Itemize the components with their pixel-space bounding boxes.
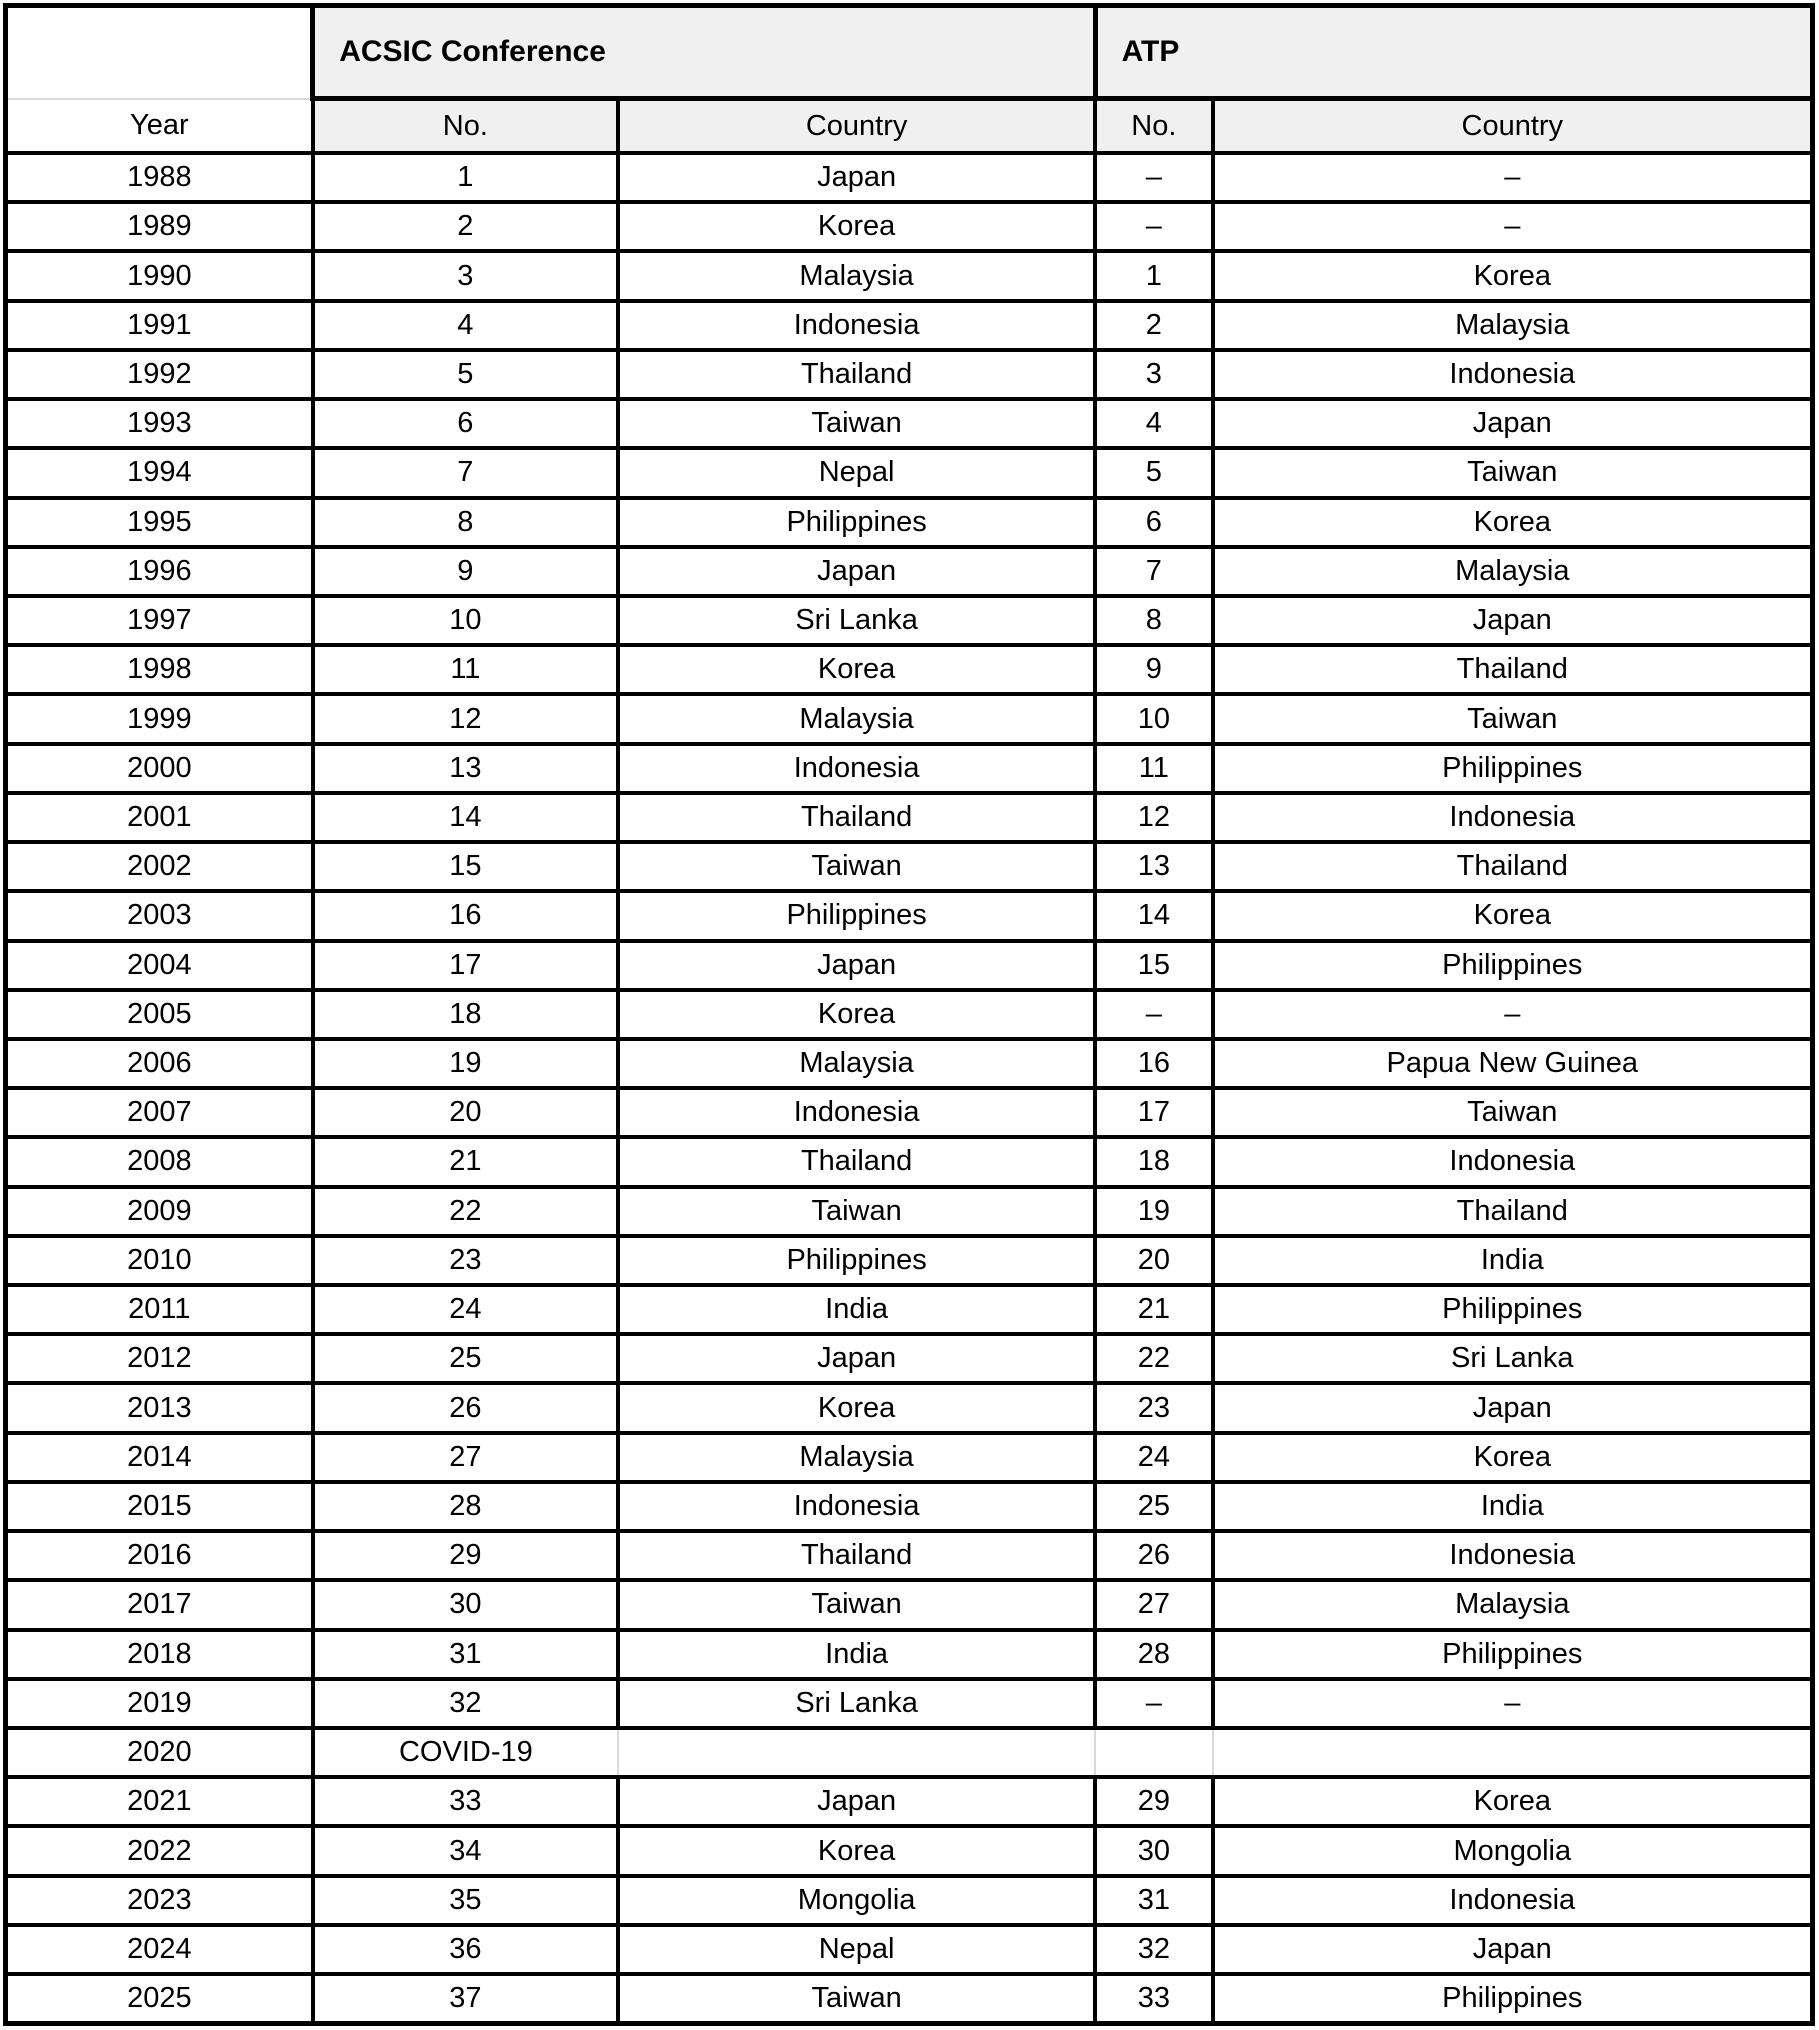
atp-no-cell: 8 <box>1095 596 1212 645</box>
acsic-no-cell: 28 <box>313 1482 618 1531</box>
atp-country-cell: – <box>1213 990 1813 1039</box>
acsic-country-cell: Korea <box>618 990 1095 1039</box>
year-cell: 1989 <box>6 202 313 251</box>
atp-country-cell: Korea <box>1213 251 1813 300</box>
table-row <box>6 1728 1813 1777</box>
table-row <box>6 645 1813 694</box>
acsic-country-cell: Indonesia <box>618 301 1095 350</box>
acsic-country-cell: Sri Lanka <box>618 1679 1095 1728</box>
atp-no-cell: 5 <box>1095 448 1212 497</box>
acsic-country-cell: Japan <box>618 941 1095 990</box>
year-cell: 2018 <box>6 1630 313 1679</box>
acsic-country-cell: Taiwan <box>618 1187 1095 1236</box>
year-cell: 2002 <box>6 842 313 891</box>
acsic-atp-table <box>3 3 1815 2026</box>
acsic-no-cell: 4 <box>313 301 618 350</box>
acsic-no-cell: 22 <box>313 1187 618 1236</box>
atp-no-cell: 14 <box>1095 891 1212 940</box>
acsic-no-cell: 8 <box>313 498 618 547</box>
acsic-no-cell: 2 <box>313 202 618 251</box>
acsic-no-cell: 10 <box>313 596 618 645</box>
acsic-country-cell: Thailand <box>618 793 1095 842</box>
acsic-no-cell: 9 <box>313 547 618 596</box>
year-cell: 2017 <box>6 1580 313 1629</box>
atp-country-cell: Philippines <box>1213 744 1813 793</box>
year-cell: 1994 <box>6 448 313 497</box>
table-row <box>6 350 1813 399</box>
acsic-no-cell: 21 <box>313 1137 618 1186</box>
atp-country-cell: Philippines <box>1213 941 1813 990</box>
atp-country-cell: Japan <box>1213 596 1813 645</box>
year-cell: 2023 <box>6 1876 313 1925</box>
acsic-no-cell: 35 <box>313 1876 618 1925</box>
acsic-country-cell: Indonesia <box>618 1482 1095 1531</box>
acsic-country-cell: Japan <box>618 153 1095 202</box>
atp-no-cell: 17 <box>1095 1088 1212 1137</box>
atp-no-cell <box>1095 1728 1212 1777</box>
table-row <box>6 399 1813 448</box>
year-cell: 2012 <box>6 1334 313 1383</box>
acsic-no-cell: 12 <box>313 694 618 743</box>
year-cell: 2022 <box>6 1826 313 1875</box>
atp-no-cell: 15 <box>1095 941 1212 990</box>
atp-no-cell: 21 <box>1095 1285 1212 1334</box>
acsic-no-cell: 25 <box>313 1334 618 1383</box>
year-cell: 2015 <box>6 1482 313 1531</box>
atp-country-cell: Japan <box>1213 1383 1813 1432</box>
atp-country-cell: – <box>1213 153 1813 202</box>
atp-no-cell: 25 <box>1095 1482 1212 1531</box>
table-row <box>6 1925 1813 1974</box>
atp-country-cell: Japan <box>1213 399 1813 448</box>
atp-no-cell: 23 <box>1095 1383 1212 1432</box>
atp-no-cell: 26 <box>1095 1531 1212 1580</box>
acsic-no-cell: 37 <box>313 1974 618 2023</box>
acsic-group-header: ACSIC Conference <box>313 6 1095 99</box>
acsic-country-cell: Nepal <box>618 1925 1095 1974</box>
table-row <box>6 842 1813 891</box>
atp-group-header: ATP <box>1095 6 1812 99</box>
table-row <box>6 1383 1813 1432</box>
atp-no-cell: 12 <box>1095 793 1212 842</box>
acsic-country-cell: Malaysia <box>618 1039 1095 1088</box>
acsic-country-cell <box>618 1728 1095 1777</box>
acsic-country-cell: Thailand <box>618 350 1095 399</box>
acsic-country-cell: Malaysia <box>618 251 1095 300</box>
atp-no-cell: 28 <box>1095 1630 1212 1679</box>
year-cell: 2013 <box>6 1383 313 1432</box>
table-row <box>6 301 1813 350</box>
atp-no-cell: 27 <box>1095 1580 1212 1629</box>
table-row <box>6 891 1813 940</box>
acsic-country-cell: Nepal <box>618 448 1095 497</box>
atp-country-column-header: Country <box>1213 99 1813 154</box>
atp-country-cell: Thailand <box>1213 842 1813 891</box>
atp-no-cell: 19 <box>1095 1187 1212 1236</box>
year-cell: 2009 <box>6 1187 313 1236</box>
table-row <box>6 1088 1813 1137</box>
year-header-spacer <box>6 6 313 99</box>
year-cell: 2019 <box>6 1679 313 1728</box>
acsic-no-cell: 17 <box>313 941 618 990</box>
atp-country-cell: India <box>1213 1482 1813 1531</box>
table-row <box>6 251 1813 300</box>
year-column-header: Year <box>6 99 313 154</box>
table-row <box>6 1974 1813 2023</box>
year-cell: 2000 <box>6 744 313 793</box>
acsic-country-cell: Thailand <box>618 1137 1095 1186</box>
atp-no-cell: 33 <box>1095 1974 1212 2023</box>
acsic-country-cell: Korea <box>618 1383 1095 1432</box>
acsic-country-cell: Philippines <box>618 1236 1095 1285</box>
year-cell: 2010 <box>6 1236 313 1285</box>
atp-no-cell: – <box>1095 202 1212 251</box>
table-row <box>6 596 1813 645</box>
table-header <box>6 6 1813 154</box>
acsic-no-cell: 5 <box>313 350 618 399</box>
atp-country-cell <box>1213 1728 1813 1777</box>
atp-no-cell: 30 <box>1095 1826 1212 1875</box>
table-row <box>6 1630 1813 1679</box>
acsic-country-cell: Malaysia <box>618 1433 1095 1482</box>
year-cell: 1995 <box>6 498 313 547</box>
table-row <box>6 1334 1813 1383</box>
atp-no-cell: – <box>1095 153 1212 202</box>
group-header-row <box>6 6 1813 99</box>
table-row <box>6 1679 1813 1728</box>
year-cell: 2021 <box>6 1777 313 1826</box>
atp-no-cell: 10 <box>1095 694 1212 743</box>
acsic-no-cell: 13 <box>313 744 618 793</box>
acsic-country-cell: Taiwan <box>618 1580 1095 1629</box>
year-cell: 2016 <box>6 1531 313 1580</box>
year-cell: 2020 <box>6 1728 313 1777</box>
atp-no-cell: 13 <box>1095 842 1212 891</box>
atp-country-cell: Philippines <box>1213 1974 1813 2023</box>
acsic-country-cell: Japan <box>618 1777 1095 1826</box>
year-cell: 2024 <box>6 1925 313 1974</box>
year-cell: 2004 <box>6 941 313 990</box>
atp-no-cell: 22 <box>1095 1334 1212 1383</box>
acsic-no-cell: 18 <box>313 990 618 1039</box>
atp-no-cell: 24 <box>1095 1433 1212 1482</box>
acsic-country-cell: Korea <box>618 1826 1095 1875</box>
atp-country-cell: Indonesia <box>1213 1137 1813 1186</box>
acsic-country-cell: India <box>618 1630 1095 1679</box>
atp-no-cell: 32 <box>1095 1925 1212 1974</box>
acsic-no-cell: 14 <box>313 793 618 842</box>
year-cell: 1988 <box>6 153 313 202</box>
acsic-no-cell: 15 <box>313 842 618 891</box>
atp-country-cell: Philippines <box>1213 1285 1813 1334</box>
atp-no-cell: 29 <box>1095 1777 1212 1826</box>
atp-no-cell: 4 <box>1095 399 1212 448</box>
acsic-country-cell: India <box>618 1285 1095 1334</box>
acsic-no-cell: 6 <box>313 399 618 448</box>
table-row <box>6 1039 1813 1088</box>
year-cell: 2008 <box>6 1137 313 1186</box>
year-cell: 2007 <box>6 1088 313 1137</box>
atp-no-cell: – <box>1095 1679 1212 1728</box>
atp-country-cell: Taiwan <box>1213 1088 1813 1137</box>
table-row <box>6 941 1813 990</box>
atp-country-cell: Malaysia <box>1213 301 1813 350</box>
acsic-country-cell: Taiwan <box>618 1974 1095 2023</box>
year-cell: 2025 <box>6 1974 313 2023</box>
atp-country-cell: Indonesia <box>1213 350 1813 399</box>
table-row <box>6 990 1813 1039</box>
table-row <box>6 1137 1813 1186</box>
year-cell: 2005 <box>6 990 313 1039</box>
table-row <box>6 793 1813 842</box>
table-row <box>6 1777 1813 1826</box>
acsic-no-cell: 19 <box>313 1039 618 1088</box>
atp-no-column-header: No. <box>1095 99 1212 154</box>
table-row <box>6 547 1813 596</box>
year-cell: 1991 <box>6 301 313 350</box>
acsic-no-cell: 3 <box>313 251 618 300</box>
acsic-no-cell: 34 <box>313 1826 618 1875</box>
table-row <box>6 498 1813 547</box>
year-cell: 1998 <box>6 645 313 694</box>
table-row <box>6 1236 1813 1285</box>
atp-country-cell: Thailand <box>1213 1187 1813 1236</box>
atp-country-cell: Sri Lanka <box>1213 1334 1813 1383</box>
acsic-country-cell: Korea <box>618 202 1095 251</box>
year-cell: 1997 <box>6 596 313 645</box>
acsic-no-cell: 7 <box>313 448 618 497</box>
acsic-country-cell: Mongolia <box>618 1876 1095 1925</box>
table-row <box>6 1580 1813 1629</box>
atp-country-cell: Indonesia <box>1213 1876 1813 1925</box>
acsic-no-cell: COVID-19 <box>313 1728 618 1777</box>
acsic-country-cell: Taiwan <box>618 399 1095 448</box>
atp-no-cell: 11 <box>1095 744 1212 793</box>
year-cell: 2001 <box>6 793 313 842</box>
atp-no-cell: 3 <box>1095 350 1212 399</box>
atp-country-cell: Philippines <box>1213 1630 1813 1679</box>
acsic-country-column-header: Country <box>618 99 1095 154</box>
atp-country-cell: Malaysia <box>1213 547 1813 596</box>
acsic-country-cell: Indonesia <box>618 744 1095 793</box>
acsic-country-cell: Taiwan <box>618 842 1095 891</box>
acsic-no-cell: 30 <box>313 1580 618 1629</box>
acsic-no-cell: 11 <box>313 645 618 694</box>
acsic-country-cell: Philippines <box>618 891 1095 940</box>
year-cell: 2011 <box>6 1285 313 1334</box>
atp-country-cell: Papua New Guinea <box>1213 1039 1813 1088</box>
atp-country-cell: Korea <box>1213 891 1813 940</box>
atp-no-cell: 7 <box>1095 547 1212 596</box>
table-row <box>6 202 1813 251</box>
atp-country-cell: India <box>1213 1236 1813 1285</box>
acsic-no-cell: 24 <box>313 1285 618 1334</box>
year-cell: 1993 <box>6 399 313 448</box>
acsic-no-cell: 31 <box>313 1630 618 1679</box>
atp-country-cell: Indonesia <box>1213 1531 1813 1580</box>
acsic-no-cell: 36 <box>313 1925 618 1974</box>
acsic-country-cell: Thailand <box>618 1531 1095 1580</box>
atp-country-cell: Indonesia <box>1213 793 1813 842</box>
acsic-no-cell: 29 <box>313 1531 618 1580</box>
acsic-country-cell: Indonesia <box>618 1088 1095 1137</box>
atp-country-cell: Japan <box>1213 1925 1813 1974</box>
table-row <box>6 1187 1813 1236</box>
acsic-country-cell: Korea <box>618 645 1095 694</box>
table-row <box>6 1433 1813 1482</box>
atp-no-cell: 9 <box>1095 645 1212 694</box>
atp-country-cell: Taiwan <box>1213 448 1813 497</box>
table-row <box>6 744 1813 793</box>
atp-country-cell: Mongolia <box>1213 1826 1813 1875</box>
table-row <box>6 153 1813 202</box>
atp-country-cell: Thailand <box>1213 645 1813 694</box>
atp-country-cell: – <box>1213 202 1813 251</box>
atp-country-cell: Korea <box>1213 1777 1813 1826</box>
acsic-country-cell: Philippines <box>618 498 1095 547</box>
atp-no-cell: 16 <box>1095 1039 1212 1088</box>
year-cell: 2003 <box>6 891 313 940</box>
table-row <box>6 1826 1813 1875</box>
atp-no-cell: 6 <box>1095 498 1212 547</box>
year-cell: 1990 <box>6 251 313 300</box>
atp-no-cell: – <box>1095 990 1212 1039</box>
acsic-country-cell: Sri Lanka <box>618 596 1095 645</box>
acsic-country-cell: Malaysia <box>618 694 1095 743</box>
atp-country-cell: Korea <box>1213 1433 1813 1482</box>
acsic-no-cell: 27 <box>313 1433 618 1482</box>
year-cell: 1996 <box>6 547 313 596</box>
atp-country-cell: Malaysia <box>1213 1580 1813 1629</box>
year-cell: 1992 <box>6 350 313 399</box>
table-row <box>6 1285 1813 1334</box>
table-row <box>6 1876 1813 1925</box>
year-cell: 2014 <box>6 1433 313 1482</box>
acsic-no-cell: 1 <box>313 153 618 202</box>
table-row <box>6 448 1813 497</box>
acsic-no-cell: 32 <box>313 1679 618 1728</box>
atp-no-cell: 1 <box>1095 251 1212 300</box>
year-cell: 1999 <box>6 694 313 743</box>
atp-no-cell: 20 <box>1095 1236 1212 1285</box>
year-cell: 2006 <box>6 1039 313 1088</box>
column-header-row <box>6 99 1813 154</box>
acsic-no-cell: 20 <box>313 1088 618 1137</box>
table-row <box>6 1482 1813 1531</box>
atp-no-cell: 2 <box>1095 301 1212 350</box>
acsic-no-cell: 26 <box>313 1383 618 1432</box>
acsic-country-cell: Japan <box>618 1334 1095 1383</box>
table-row <box>6 1531 1813 1580</box>
atp-no-cell: 18 <box>1095 1137 1212 1186</box>
table-row <box>6 694 1813 743</box>
acsic-no-column-header: No. <box>313 99 618 154</box>
acsic-no-cell: 23 <box>313 1236 618 1285</box>
atp-country-cell: – <box>1213 1679 1813 1728</box>
acsic-no-cell: 33 <box>313 1777 618 1826</box>
atp-no-cell: 31 <box>1095 1876 1212 1925</box>
atp-country-cell: Taiwan <box>1213 694 1813 743</box>
atp-country-cell: Korea <box>1213 498 1813 547</box>
acsic-no-cell: 16 <box>313 891 618 940</box>
table-body <box>6 153 1813 2024</box>
acsic-country-cell: Japan <box>618 547 1095 596</box>
